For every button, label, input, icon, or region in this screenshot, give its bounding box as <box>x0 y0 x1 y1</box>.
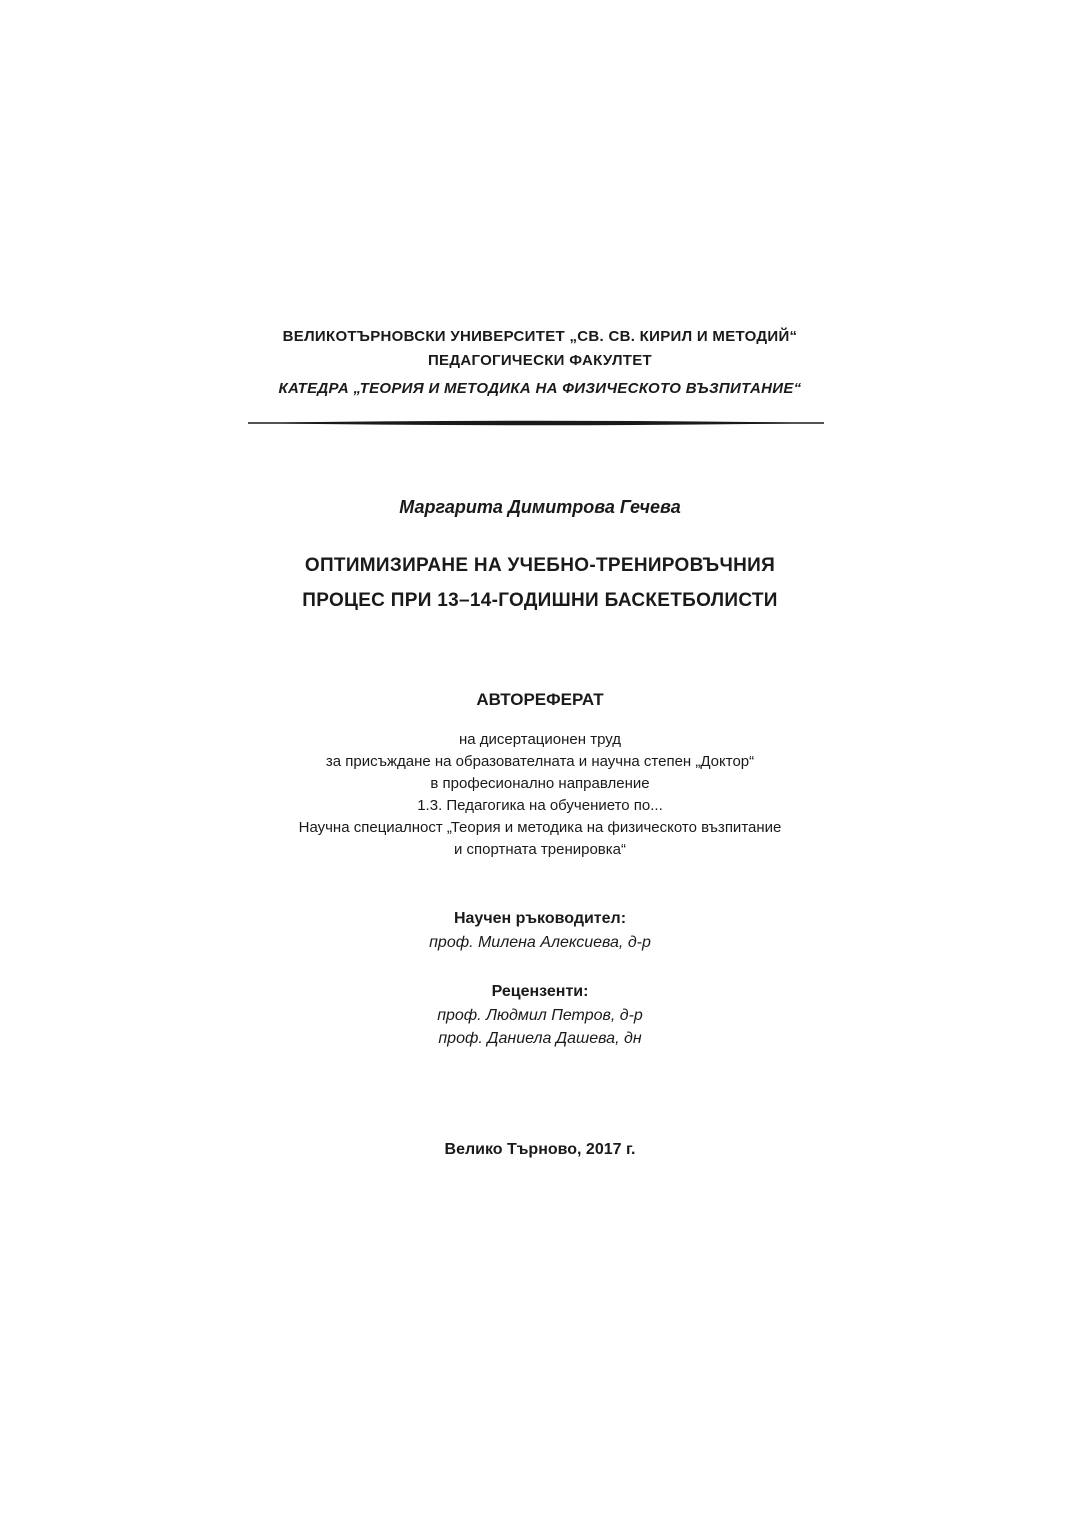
reviewer-name: проф. Людмил Петров, д-р <box>437 1007 643 1024</box>
reviewers-label: Рецензенти: <box>491 983 589 1000</box>
description-line: Научна специалност „Теория и методика на физическото възпитание <box>298 819 782 836</box>
faculty-name: ПЕДАГОГИЧЕСКИ ФАКУЛТЕТ <box>427 352 653 369</box>
description-line: за присъждане на образователната и научна степен „Доктор“ <box>325 753 755 770</box>
header-divider <box>248 414 824 422</box>
supervisor-label: Научен ръководител: <box>453 910 627 927</box>
dissertation-title-line-2: ПРОЦЕС ПРИ 13–14-ГОДИШНИ БАСКЕТБОЛИСТИ <box>302 590 778 611</box>
author-name: Маргарита Димитрова Гечева <box>399 497 681 517</box>
description-line: 1.3. Педагогика на обучението по... <box>417 797 663 814</box>
dissertation-title-line-1: ОПТИМИЗИРАНЕ НА УЧЕБНО-ТРЕНИРОВЪЧНИЯ <box>304 555 776 576</box>
department-name: КАТЕДРА „ТЕОРИЯ И МЕТОДИКА НА ФИЗИЧЕСКОТО ВЪЗПИТАНИЕ“ <box>278 380 802 397</box>
supervisor-name: проф. Милена Алексиева, д-р <box>429 934 651 951</box>
description-line: и спортната тренировка“ <box>453 841 626 858</box>
place-and-date: Велико Търново, 2017 г. <box>444 1141 636 1158</box>
university-name: ВЕЛИКОТЪРНОВСКИ УНИВЕРСИТЕТ „СВ. СВ. КИРИЛ И МЕТОДИЙ“ <box>282 328 798 345</box>
reviewer-name: проф. Даниела Дашева, дн <box>438 1030 642 1047</box>
description-line: на дисертационен труд <box>458 731 621 748</box>
description-line: в професионално направление <box>430 775 650 792</box>
document-type: АВТОРЕФЕРАТ <box>476 690 604 709</box>
